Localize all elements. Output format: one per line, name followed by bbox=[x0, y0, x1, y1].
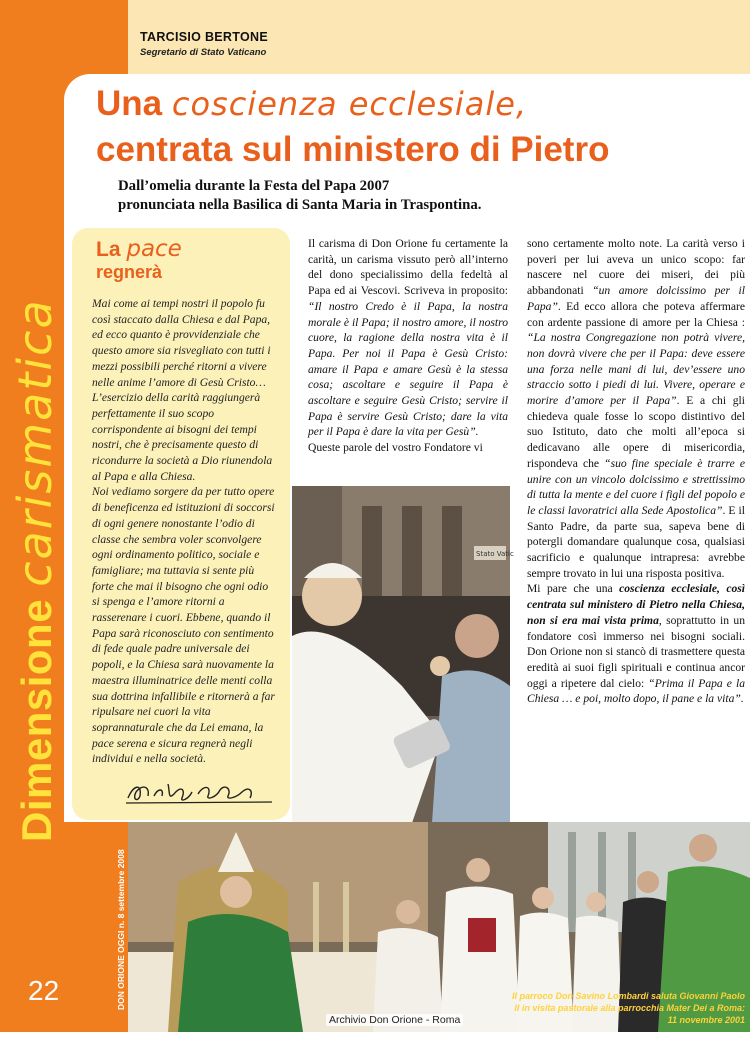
article-title-line1 bbox=[96, 84, 527, 124]
col2-text: . E a chi gli chiedeva quale fosse lo scopo distintivo del suo Istituto, dato che molti all’epoca si dedicavano alle opere di misericordia, rispondeva che bbox=[527, 394, 745, 470]
col2-text: Mi pare che una bbox=[527, 582, 620, 596]
col2-quote: “Prima il Papa e la Chiesa … e poi, molto dopo, il pane e la vita”. bbox=[527, 676, 745, 706]
sidebar-paragraph: Noi vediamo sorgere da per tutto opere di beneficenza ed istituzioni di soccorsi di ogni genere nonostante l’odio di classe che sembra voler sconvolgere ogni ordinamento politico, sociale e famigliare; ma tuttavia si sente più forte che mai il bisogno che ogni odio si spenga e l’amore ritorni a rasserenare i cuori. Ebbene, quando il Papa sarà riconosciuto con sentimento di fede quale padre universale dei popoli, e la Chiesa sarà nuovamente la maestra illuminatrice delle menti colla sua dottrina infallibile e ritornerà a far ripulsare nei cuori la vita soprannaturale che da Lei emana, la pace serena e sicura regnerà negli individui e nella società. bbox=[92, 485, 275, 766]
photo-pope-greeting-image bbox=[292, 486, 514, 823]
section-label-bold: Dimensione bbox=[13, 586, 60, 842]
col2-quote: “un amore dolcissimo per il Papa” bbox=[527, 284, 745, 313]
title-text: Una bbox=[96, 84, 172, 123]
photo-caption: Il parroco Don Savino Lombardi saluta Giovanni Paolo II in visita pastorale alla parrocchia Mater Dei a Roma: 11 novembre 2001 bbox=[511, 991, 745, 1025]
column2-paragraph1 bbox=[527, 236, 745, 581]
col1-text: Il carisma di Don Orione fu certamente la carità, un carisma vissuto però all’interno del dono specialissimo della fedeltà al Papa ed ai Vescovi. Scriveva in proposito: bbox=[308, 237, 508, 298]
col2-quote: “suo fine speciale è trarre e unire con un vincolo dolcissimo e strettissimo di tutta la mente e del cuore i figli del popolo e le classi lavoratrici alla Sede Apostolica” bbox=[527, 456, 745, 517]
subtitle-line1: Dall’omelia durante la Festa del Papa 2007 bbox=[118, 178, 390, 194]
col2-quote: “La nostra Congregazione non potrà vivere, non dovrà vivere che per il Papa: deve essere una forza nelle mani di lui, dev’essere uno straccio sotto i piedi di lui. Vivere, operare e morire d’amore per il Papa” bbox=[527, 331, 745, 408]
col2-text: . Ed ecco allora che poteva affermare con ardente passione di amore per la Chiesa : bbox=[527, 299, 745, 329]
archive-watermark: Archivio Don Orione - Roma bbox=[326, 1014, 463, 1026]
col2-text: sono certamente molto note. La carità verso i poveri per lui aveva un unico scopo: far nascere nel cuore dei miseri, dei più abbandonati bbox=[527, 237, 745, 298]
article-subtitle bbox=[118, 177, 481, 215]
sidebar-text bbox=[92, 296, 278, 767]
subtitle-line2: pronunciata nella Basilica di Santa Maria in Traspontina. bbox=[118, 197, 482, 213]
sidebar-paragraph: L’esercizio della carità raggiungerà perfettamente il suo scopo corrispondente ai bisogni dei tempi nostri, che è precisamente questo di ricondurre la società a Dio riunendola al Papa e alla Chiesa. bbox=[92, 391, 273, 483]
col1-quote: “Il nostro Credo è il Papa, la nostra morale è il Papa; il nostro amore, il nostro cuore, la ragione della nostra vita è il Papa. Per noi il Papa è Gesù Cristo: amare il Papa e amare Gesù è la stessa cosa; ascoltare e seguire il Papa è ascoltare e seguire Gesù Cristo; servire il Papa è servire Gesù Cristo; dare la vita per il Papa è dare la vita per Gesù”. bbox=[308, 299, 508, 439]
article-column-2 bbox=[527, 236, 745, 707]
sidebar-heading-a: La bbox=[96, 238, 127, 261]
sidebar-heading-line1 bbox=[96, 236, 182, 262]
col2-text: . E il Santo Padre, da parte sua, sapeva bene di potergli domandare qualunque cosa, qualsiasi sacrificio e qualunque intrapresa: avrebbe sempre trovato in lui una risposta positiva. bbox=[527, 503, 745, 580]
page-number: 22 bbox=[28, 975, 60, 1006]
sidebar-heading-script: pace bbox=[126, 236, 182, 262]
col2-text: , soprattutto in un fondatore così immerso nei bisogni sociali. Don Orione non si stancò di trasmettere questa eredità ai suoi figli spirituali e continua ancor oggi a ripetere dal cielo: bbox=[527, 613, 746, 690]
author-name: TARCISIO BERTONE bbox=[140, 30, 268, 44]
section-label-vertical bbox=[8, 298, 62, 842]
title-script: coscienza ecclesiale, bbox=[171, 85, 528, 123]
column2-paragraph2 bbox=[527, 581, 745, 707]
magazine-issue: DON ORIONE OGGI n. 8 settembre 2008 bbox=[116, 849, 126, 1010]
column1-paragraph2: Queste parole del vostro Fondatore vi bbox=[308, 441, 483, 455]
section-label-script: carismatica bbox=[8, 298, 62, 587]
author-role: Segretario di Stato Vaticano bbox=[140, 47, 267, 58]
sidebar-paragraph: Mai come ai tempi nostri il popolo fu così staccato dalla Chiesa e dal Papa, ed ecco quanto è provvidenziale che questo amore sia risvegliato con tutti i mezzi possibili perché ritorni a vivere nelle anime l’amore di Gesù Cristo… bbox=[92, 297, 271, 389]
article-column-1 bbox=[308, 236, 508, 456]
signature-image bbox=[124, 778, 274, 806]
column1-paragraph1 bbox=[308, 236, 508, 440]
sidebar-heading-line2: regnerà bbox=[96, 262, 163, 282]
photo-pope-greeting bbox=[292, 486, 514, 823]
article-title-line2: centrata sul ministero di Pietro bbox=[96, 130, 610, 169]
photo-sign-text: Stato Vatic bbox=[476, 550, 514, 558]
col2-emphasis: coscienza ecclesiale, così centrata sul ministero di Pietro nella Chiesa, non si era mai vista prima bbox=[527, 582, 746, 627]
